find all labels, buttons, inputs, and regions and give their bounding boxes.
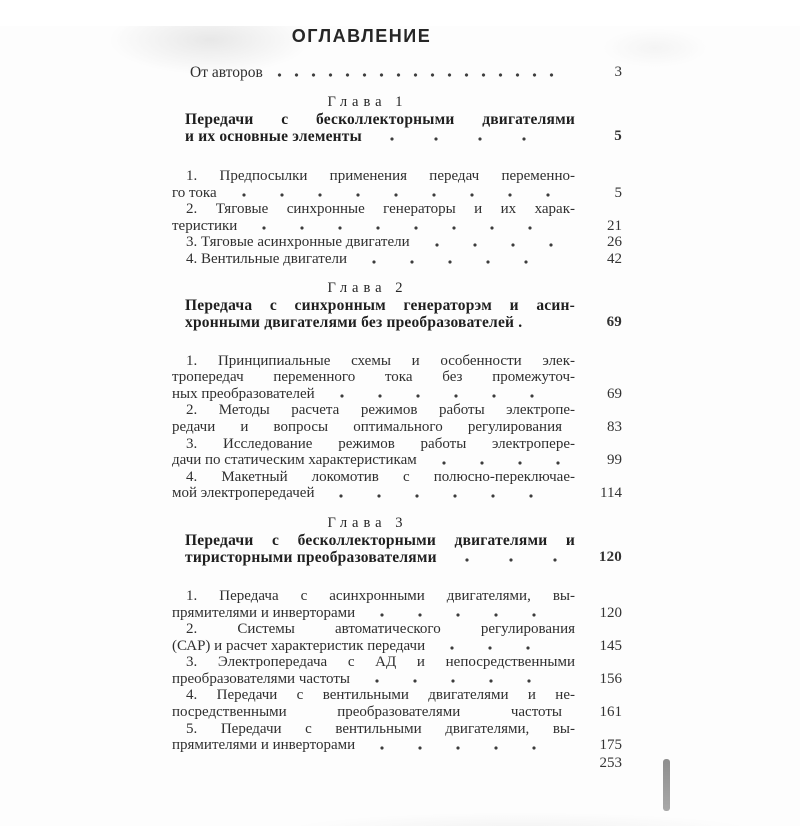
entry-text: 4. Вентильные двигатели [186,250,348,267]
toc-line: 2. Системы автоматического регулирования [186,621,575,638]
chapter-2-heading: Глава 2 [327,279,408,296]
chapter-3-items [172,588,800,754]
toc-line [172,452,622,469]
toc-line [172,737,622,754]
chapter-title-line: Передачи с бесколлекторными двигателями [185,111,575,128]
entry-text: теристики [172,217,238,234]
book-page [0,26,800,826]
chapter-3-heading: Глава 3 [327,514,408,531]
dot-leader [358,678,562,684]
toc-item [172,687,800,720]
chapter-title-line: Передачи с бесколлекторными двигателями и [185,531,575,549]
dot-leader [363,612,562,618]
entry-text: прямителями и инверторами [172,604,356,621]
entry-text: ных преобразователей [172,385,315,402]
toc-line: 5. Передачи с вентильными двигателями, вы- [186,720,575,737]
entry-page-number: 3 [614,64,622,80]
toc-line: 3. Электропередача с АД и непосредственными [186,654,575,671]
toc-line [172,386,622,403]
chapter-1-items [172,168,800,268]
toc-line [172,234,622,251]
toc-item [172,654,800,687]
toc-item [172,621,800,654]
entry-text: От авторов [190,64,263,81]
page-number-footer: 253 [599,754,622,771]
entry-page-number: 42 [607,250,622,267]
chapter-title-line [172,549,622,566]
chapter-title-line: Передача с синхронным генераторэм и асин- [185,296,575,314]
toc-line: 1. Предпосылки применения передач переменно- [186,168,575,184]
toc-line [172,671,622,688]
entry-page-number: 161 [599,704,622,721]
dot-leader [425,460,562,466]
entry-text: дачи по статическим характеристикам [172,452,417,469]
toc-line [172,64,622,81]
entry-text: го тока [172,184,217,201]
toc-item [172,201,800,234]
toc-item [172,168,800,201]
toc-line [172,704,622,721]
entry-page-number: 69 [607,385,622,402]
toc-item [172,234,800,251]
chapter-2-items [172,353,800,502]
entry-text: прямителями и инверторами [172,737,356,754]
dot-leader [433,645,562,651]
chapter-3-title [172,532,800,566]
toc-line: 3. Исследование режимов работы электропере- [186,435,575,452]
toc-line: 1. Принципиальные схемы и особенности элек- [186,352,575,369]
chapter-1-title [172,111,800,145]
dot-leader [370,136,562,142]
dot-leader [445,557,562,563]
entry-page-number: 120 [599,604,622,621]
entry-page-number: 120 [598,548,622,565]
entry-page-number: 5 [614,128,622,144]
dot-leader [225,192,562,198]
toc-line: 2. Методы расчета режимов работы электропе- [186,402,575,419]
toc-item [172,721,800,754]
toc-line [172,218,622,235]
scrollbar-thumb[interactable] [663,759,670,811]
dot-leader [363,745,562,751]
dot-leader [323,393,562,399]
toc-line [172,638,622,655]
entry-page-number: 156 [599,670,622,687]
toc-line: 1. Передача с асинхронными двигателями, вы- [186,587,575,604]
toc-line: 4. Макетный локомотив с полюсно-переключае- [186,468,575,485]
dot-leader [418,242,562,248]
chapter-1-heading: Глава 1 [327,94,408,110]
toc-item [172,251,800,268]
toc-item [172,436,800,469]
entry-page-number: 5 [614,184,622,201]
entry-page-number: 26 [607,234,622,251]
entry-page-number: 69 [606,313,622,330]
entry-text: тиристорными преобразователями [185,548,437,566]
toc-line: 2. Тяговые синхронные генераторы и их харак- [186,201,575,218]
entry-page-number: 114 [600,485,622,502]
page-title: ОГЛАВЛЕНИЕ [291,26,432,46]
entry-text: мой электропередачей [172,485,315,502]
entry-page-number: 83 [607,418,622,435]
chapter-title-line [172,314,622,331]
entry-text: преобразователями частоты [172,670,350,687]
toc-line: 4. Передачи с вентильными двигателями и не- [186,687,575,704]
toc-line: тропередач переменного тока без промежуточ- [172,369,575,386]
dot-leader [245,225,562,231]
toc-line [172,251,622,268]
entry-page-number: 175 [599,737,622,754]
dot-leader [355,259,562,265]
toc-item [172,353,800,403]
chapter-title-line [172,128,622,145]
toc-entry-front-matter [172,64,800,81]
dot-leader [271,72,562,78]
toc-item [172,402,800,435]
toc-item [172,469,800,502]
entry-page-number: 145 [599,637,622,654]
toc-line [172,485,622,502]
dot-leader [322,493,562,499]
toc-line [172,605,622,622]
entry-text: (САР) и расчет характеристик передачи [172,637,426,654]
chapter-2-title [172,297,800,331]
entry-page-number: 21 [607,217,622,234]
toc-item [172,588,800,621]
entry-text: и их основные элементы [185,128,362,145]
toc-line [172,419,622,436]
entry-page-number: 99 [607,452,622,469]
entry-text: 3. Тяговые асинхронные двигатели [186,234,410,251]
entry-text: посредственными преобразователями частоты [172,704,562,721]
toc-line [172,185,622,202]
dot-leader [530,322,562,328]
entry-text: редачи и вопросы оптимального регулирования [172,418,562,435]
entry-text: хронными двигателями без преобразователей . [185,313,523,331]
